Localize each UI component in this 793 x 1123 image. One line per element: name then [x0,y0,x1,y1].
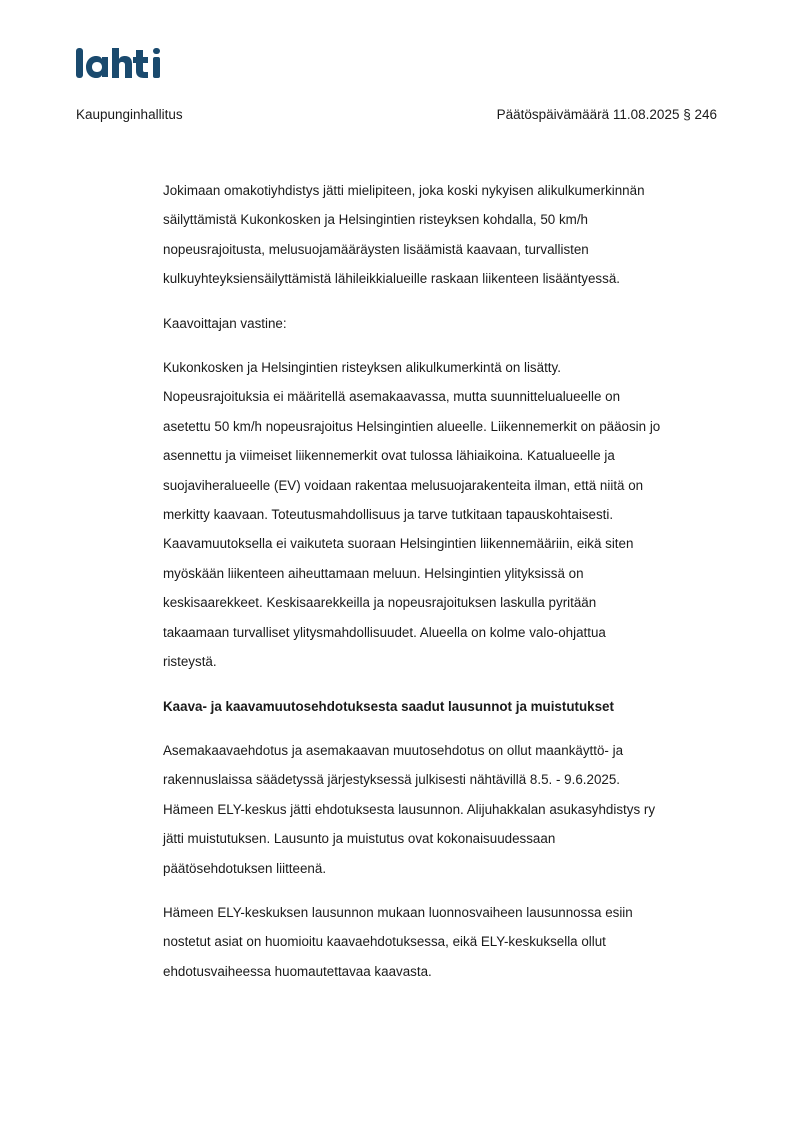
decision-date-section: Päätöspäivämäärä 11.08.2025 § 246 [496,107,717,122]
paragraph [163,736,719,883]
text-line: suojaviheralueelle (EV) voidaan rakentaa melusuojarakenteita ilman, että niitä on [163,477,644,493]
text-line: kulkuyhteyksiensäilyttämistä lähileikkialueille raskaan liikenteen lisääntyessä. [163,271,620,287]
text-line: Kaavamuutoksella ei vaikuteta suoraan Helsingintien liikennemääriin, eikä siten [163,536,634,552]
text-line: säilyttämistä Kukonkosken ja Helsingintien risteyksen kohdalla, 50 km/h [163,212,588,228]
paragraph [163,898,719,986]
text-line: Nopeusrajoituksia ei määritellä asemakaavassa, mutta suunnittelualueelle on [163,389,621,405]
lahti-logo-mark [76,44,166,82]
text-line: takaamaan turvalliset ylitysmahdollisuudet. Alueella on kolme valo-ohjattua [163,624,606,640]
section-heading: Kaava- ja kaavamuutosehdotuksesta saadut lausunnot ja muistutukset [163,698,614,714]
text-line: Hämeen ELY-keskus jätti ehdotuksesta lausunnon. Alijuhakkalan asukasyhdistys ry [163,801,656,817]
text-line: myöskään liikenteen aiheuttamaan meluun. Helsingintien ylityksissä on [163,565,584,581]
document-body [163,176,719,1001]
text-line: Jokimaan omakotiyhdistys jätti mielipiteen, joka koski nykyisen alikulkumerkinnän [163,183,645,198]
text-line: Asemakaavaehdotus ja asemakaavan muutosehdotus on ollut maankäyttö- ja [163,742,624,758]
text-line: Kaavoittajan vastine: [163,315,287,331]
text-line: risteystä. [163,654,217,670]
text-line: Hämeen ELY-keskuksen lausunnon mukaan luonnosvaiheen lausunnossa esiin [163,904,633,920]
text-line: nopeusrajoitusta, melusuojamääräysten lisäämistä kaavaan, turvallisten [163,241,589,257]
text-line: rakennuslaissa säädetyssä järjestyksessä julkisesti nähtävillä 8.5. - 9.6.2025. [163,772,621,788]
lahti-logo [76,44,166,82]
paragraph [163,353,719,676]
body-name: Kaupunginhallitus [76,107,183,122]
paragraph [163,309,719,338]
text-line: nostetut asiat on huomioitu kaavaehdotuksessa, eikä ELY-keskuksella ollut [163,934,606,950]
text-line: päätösehdotuksen liitteenä. [163,860,327,876]
paragraph [163,176,719,294]
text-line: asetettu 50 km/h nopeusrajoitus Helsingintien alueelle. Liikennemerkit on pääosin jo [163,418,661,434]
text-line: Kukonkosken ja Helsingintien risteyksen alikulkumerkintä on lisätty. [163,360,561,376]
text-line: ehdotusvaiheessa huomautettavaa kaavasta. [163,963,432,979]
text-line: merkitty kaavaan. Toteutusmahdollisuus ja tarve tutkitaan tapauskohtaisesti. [163,507,614,523]
text-line: asennettu ja viimeiset liikennemerkit ovat tulossa lähiaikoina. Katualueelle ja [163,448,615,464]
text-line: jätti muistutuksen. Lausunto ja muistutus ovat kokonaisuudessaan [163,831,556,847]
text-line: keskisaarekkeet. Keskisaarekkeilla ja nopeusrajoituksen laskulla pyritään [163,595,597,611]
